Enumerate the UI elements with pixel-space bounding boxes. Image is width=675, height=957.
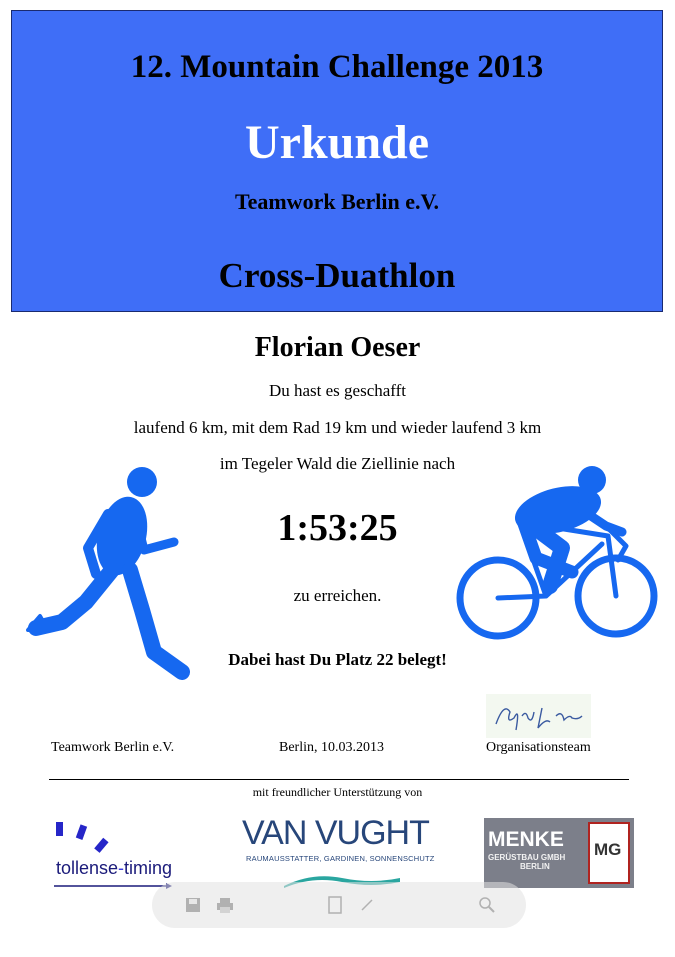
menke-tagline-1: GERÜSTBAU GMBH: [488, 853, 566, 862]
page-count-icon: [358, 896, 376, 914]
viewer-toolbar: [152, 882, 526, 928]
menke-logo: [484, 818, 634, 888]
tollense-text: [56, 858, 172, 879]
club-name: Teamwork Berlin e.V.: [234, 189, 440, 214]
tollense-dash: -: [118, 858, 125, 878]
menke-name: MENKE: [488, 828, 564, 851]
congrats-text: Du hast es geschafft: [268, 381, 407, 400]
tollense-underline: [54, 882, 174, 890]
print-icon[interactable]: [216, 896, 234, 914]
footer-club: Teamwork Berlin e.V.: [51, 740, 175, 755]
discipline-title: Cross-Duathlon: [218, 256, 456, 295]
placement-text: Dabei hast Du Platz 22 belegt!: [228, 650, 447, 669]
cyclist-silhouette: [454, 460, 664, 644]
tollense-timing-logo: [52, 820, 177, 890]
athlete-name: Florian Oeser: [254, 332, 421, 363]
menke-emblem-text: MG: [594, 840, 622, 859]
tollense-marks-icon: [52, 820, 112, 860]
footer-signatory: Organisationsteam: [486, 740, 591, 755]
zoom-icon[interactable]: [478, 896, 496, 914]
course-text: laufend 6 km, mit dem Rad 19 km und wieder laufend 3 km: [133, 418, 542, 437]
support-note: mit freundlicher Unterstützung von: [252, 785, 423, 799]
signature: [486, 694, 591, 738]
menke-emblem-icon: [588, 822, 630, 884]
vanvught-name: VAN VUGHT: [242, 814, 429, 852]
finish-time: 1:53:25: [277, 507, 398, 549]
footer-date: Berlin, 10.03.2013: [279, 740, 384, 755]
page-icon[interactable]: [326, 896, 344, 914]
certificate-title: Urkunde: [244, 116, 430, 169]
header-banner: [11, 10, 663, 312]
divider: [49, 779, 629, 780]
vanvught-tagline: RAUMAUSSTATTER, GARDINEN, SONNENSCHUTZ: [246, 854, 435, 863]
event-title: 12. Mountain Challenge 2013: [130, 49, 544, 85]
save-icon[interactable]: [184, 896, 202, 914]
menke-tagline-2: BERLIN: [520, 862, 550, 871]
menke-tagline: [488, 853, 565, 871]
reach-text: zu erreichen.: [293, 586, 382, 605]
location-text: im Tegeler Wald die Ziellinie nach: [219, 454, 456, 473]
runner-silhouette: [26, 462, 206, 684]
tollense-name: tollense: [56, 858, 119, 878]
timing-name: timing: [124, 858, 173, 878]
